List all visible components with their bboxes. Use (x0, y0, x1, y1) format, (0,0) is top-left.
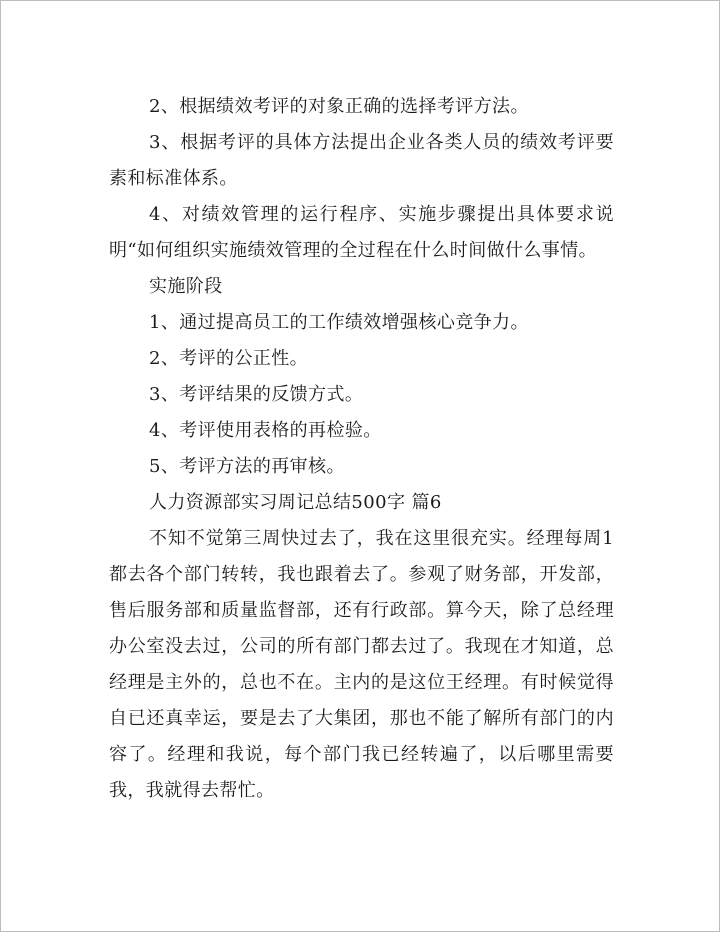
section-heading-implementation: 实施阶段 (149, 276, 223, 297)
paragraph-weekly-report-body: 不知不觉第三周快过去了，我在这里很充实。经理每周1都去各个部门转转，我也跟着去了。参观了财务部，开发部，售后服务部和质量监督部，还有行政部。算今天，除了总经理办公室没去过，公司的所有部门都去过了。我现在才知道，总经理是主外的，总也不在。主内的是这位王经理。有时候觉得自已还真幸运，要是去了大集团，那也不能了解所有部门的内容了。经理和我说，每个部门我已经转遍了，以后哪里需要我，我就得去帮忙。 (109, 528, 614, 801)
list-item-feedback: 3、考评结果的反馈方式。 (149, 384, 364, 405)
paragraph-procedure-requirements: 4、对绩效管理的运行程序、实施步骤提出具体要求说明“如何组织实施绩效管理的全过程在什么时间做什么事情。 (109, 204, 614, 261)
list-item-competitiveness: 1、通过提高员工的工作绩效增强核心竞争力。 (149, 312, 529, 333)
list-item-fairness: 2、考评的公正性。 (149, 348, 309, 369)
list-item-method-review: 5、考评方法的再审核。 (149, 456, 345, 477)
paragraph-method-selection: 2、根据绩效考评的对象正确的选择考评方法。 (149, 96, 529, 117)
paragraph-evaluation-elements: 3、根据考评的具体方法提出企业各类人员的绩效考评要素和标准体系。 (109, 132, 614, 189)
document-body (109, 89, 614, 809)
list-item-form-review: 4、考评使用表格的再检验。 (149, 420, 382, 441)
section-title-weekly-report: 人力资源部实习周记总结500字 篇6 (149, 492, 442, 513)
